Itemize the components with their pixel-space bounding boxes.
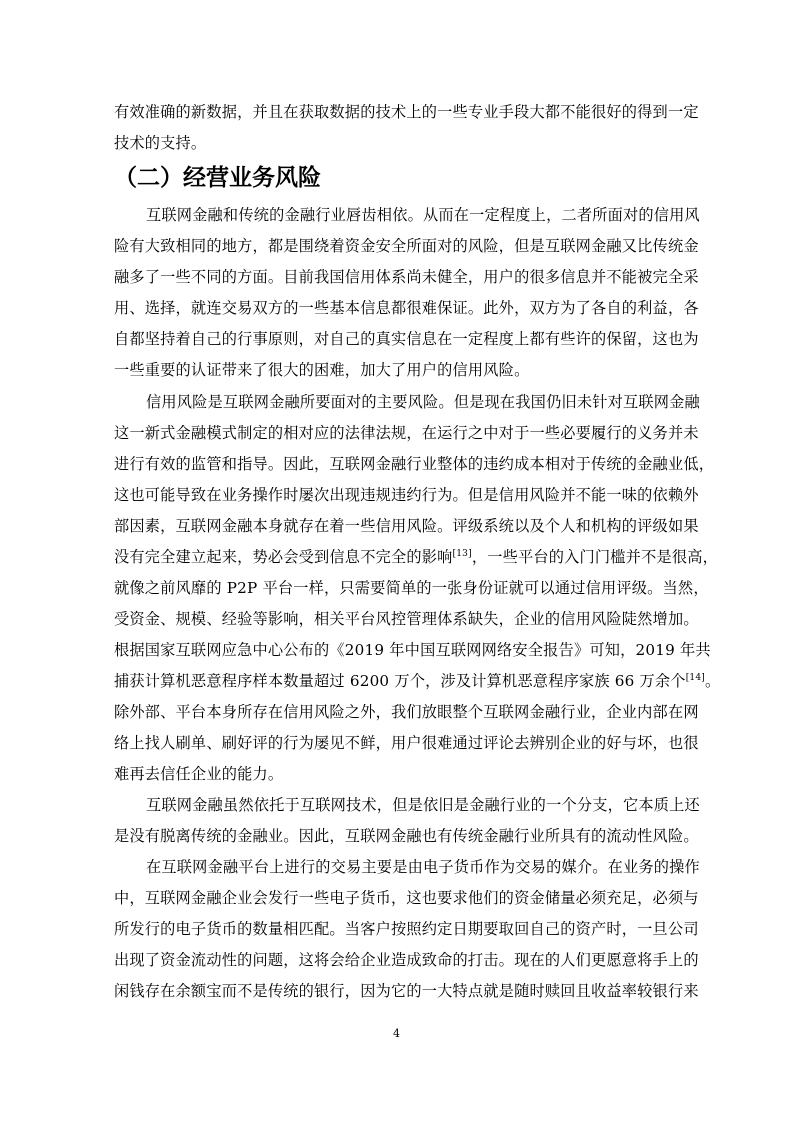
- text-line: 有效准确的新数据，并且在获取数据的技术上的一些专业手段大都不能很好的得到一定: [114, 103, 699, 121]
- section-heading: （二）经营业务风险: [114, 165, 321, 191]
- text-line: 这一新式金融模式制定的相对应的法律法规，在运行之中对于一些必要履行的义务并未: [114, 424, 699, 442]
- text-line: 自都坚持着自己的行事原则，对自己的真实信息在一定程度上都有些许的保留，这也为: [114, 330, 699, 348]
- text-line: 互联网金融和传统的金融行业唇齿相依。从而在一定程度上，二者所面对的信用风: [146, 206, 700, 224]
- citation-14: [14]: [685, 672, 705, 683]
- line-text: 没有完全建立起来，势必会受到信息不完全的影响: [114, 548, 453, 566]
- line-text: ，一些平台的入门门槛并不是很高，: [471, 548, 719, 566]
- text-line: 技术的支持。: [114, 134, 207, 152]
- text-line: 难再去信任企业的能力。: [114, 765, 284, 783]
- text-line: 除外部、平台本身所存在信用风险之外，我们放眼整个互联网金融行业，企业内部在网: [114, 703, 699, 721]
- citation-13: [13]: [452, 548, 472, 559]
- text-line: 络上找人刷单、刷好评的行为屡见不鲜，用户很难通过评论去辨别企业的好与坏，也很: [114, 734, 699, 752]
- text-line: 互联网金融虽然依托于互联网技术，但是依旧是金融行业的一个分支，它本质上还: [146, 796, 700, 814]
- page-number: 4: [393, 1027, 400, 1040]
- text-line: 用、选择，就连交易双方的一些基本信息都很难保证。此外，双方为了各自的利益，各: [114, 299, 699, 317]
- text-line: 部因素，互联网金融本身就存在着一些信用风险。评级系统以及个人和机构的评级如果: [114, 517, 699, 535]
- line-text: 。: [704, 672, 720, 690]
- text-line: 根据国家互联网应急中心公布的《2019 年中国互联网网络安全报告》可知，2019 年共: [114, 641, 711, 659]
- text-line: 在互联网金融平台上进行的交易主要是由电子货币作为交易的媒介。在业务的操作: [146, 858, 700, 876]
- text-line: 就像之前风靡的 P2P 平台一样，只需要简单的一张身份证就可以通过信用评级。当然，: [114, 579, 709, 597]
- text-line: 险有大致相同的地方，都是围绕着资金安全所面对的风险，但是互联网金融又比传统金: [114, 237, 699, 255]
- text-line: 出现了资金流动性的问题，这将会给企业造成致命的打击。现在的人们更愿意将手上的: [114, 951, 699, 969]
- text-line: 信用风险是互联网金融所要面对的主要风险。但是现在我国仍旧未针对互联网金融: [146, 393, 700, 411]
- line-text: 捕获计算机恶意程序样本数量超过 6200 万个，涉及计算机恶意程序家族 66 万余个: [114, 672, 686, 690]
- text-line: 一些重要的认证带来了很大的困难，加大了用户的信用风险。: [114, 361, 530, 379]
- text-line: 受资金、规模、经验等影响，相关平台风控管理体系缺失，企业的信用风险陡然增加。: [114, 610, 699, 628]
- text-line: 这也可能导致在业务操作时屡次出现违规违约行为。但是信用风险并不能一味的依赖外: [114, 486, 699, 504]
- text-line: 融多了一些不同的方面。目前我国信用体系尚未健全，用户的很多信息并不能被完全采: [114, 268, 699, 286]
- text-line: [114, 542, 720, 572]
- text-line: 是没有脱离传统的金融业。因此，互联网金融也有传统金融行业所具有的流动性风险。: [114, 827, 699, 845]
- text-line: [114, 666, 720, 696]
- text-line: 进行有效的监管和指导。因此，互联网金融行业整体的违约成本相对于传统的金融业低，: [114, 455, 715, 473]
- text-line: 中，互联网金融企业会发行一些电子货币，这也要求他们的资金储量必须充足，必须与: [114, 889, 699, 907]
- text-line: 所发行的电子货币的数量相匹配。当客户按照约定日期要取回自己的资产时，一旦公司: [114, 920, 699, 938]
- text-line: 闲钱存在余额宝而不是传统的银行，因为它的一大特点就是随时赎回且收益率较银行来: [114, 982, 699, 1000]
